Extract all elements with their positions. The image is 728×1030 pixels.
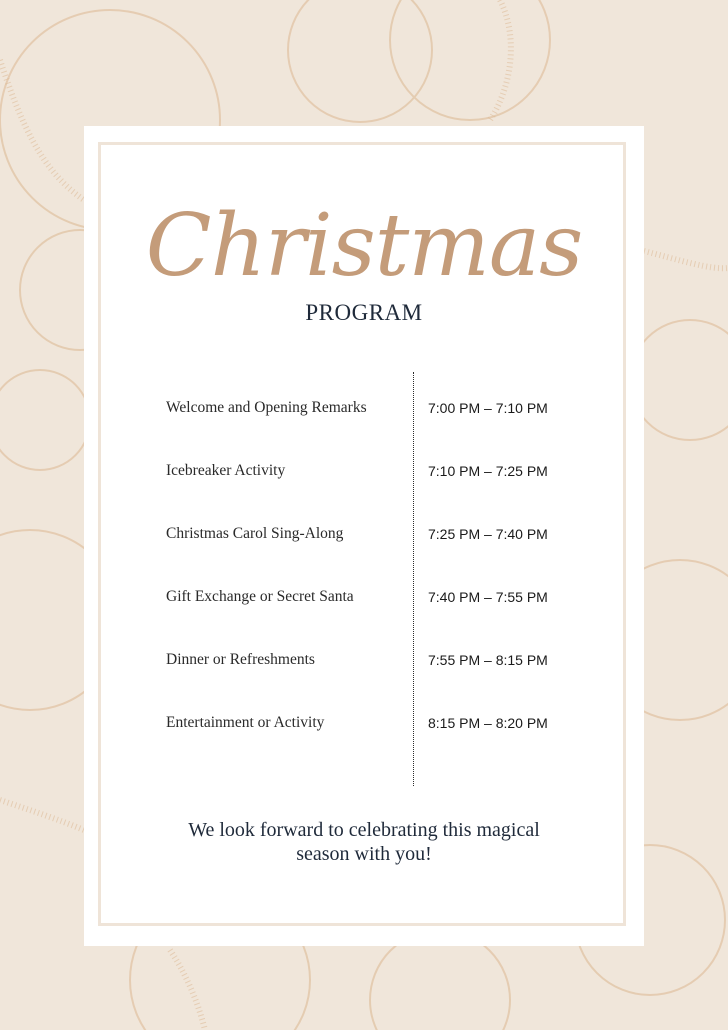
schedule-row bbox=[84, 645, 644, 675]
schedule-activity: Icebreaker Activity bbox=[166, 462, 286, 479]
schedule-time: 7:55 PM – 8:15 PM bbox=[428, 652, 548, 668]
schedule-time: 7:10 PM – 7:25 PM bbox=[428, 463, 548, 479]
schedule-activity: Entertainment or Activity bbox=[166, 714, 325, 731]
schedule-time: 8:15 PM – 8:20 PM bbox=[428, 715, 548, 731]
closing-line-2: season with you! bbox=[296, 843, 432, 865]
closing-line-1: We look forward to celebrating this magical bbox=[188, 819, 540, 841]
schedule-time: 7:40 PM – 7:55 PM bbox=[428, 589, 548, 605]
schedule-row bbox=[84, 456, 644, 486]
program-title: Christmas bbox=[145, 196, 583, 296]
program-subtitle: PROGRAM bbox=[305, 300, 423, 325]
schedule-activity: Christmas Carol Sing-Along bbox=[166, 525, 344, 542]
schedule-activity: Gift Exchange or Secret Santa bbox=[166, 588, 354, 605]
schedule-row bbox=[84, 519, 644, 549]
schedule-activity: Dinner or Refreshments bbox=[166, 651, 315, 668]
schedule-row bbox=[84, 708, 644, 738]
schedule-row bbox=[84, 393, 644, 423]
program-card bbox=[84, 126, 644, 946]
schedule-time: 7:25 PM – 7:40 PM bbox=[428, 526, 548, 542]
schedule-activity: Welcome and Opening Remarks bbox=[166, 399, 367, 416]
closing-message bbox=[144, 818, 584, 866]
schedule-row bbox=[84, 582, 644, 612]
schedule-time: 7:00 PM – 7:10 PM bbox=[428, 400, 548, 416]
